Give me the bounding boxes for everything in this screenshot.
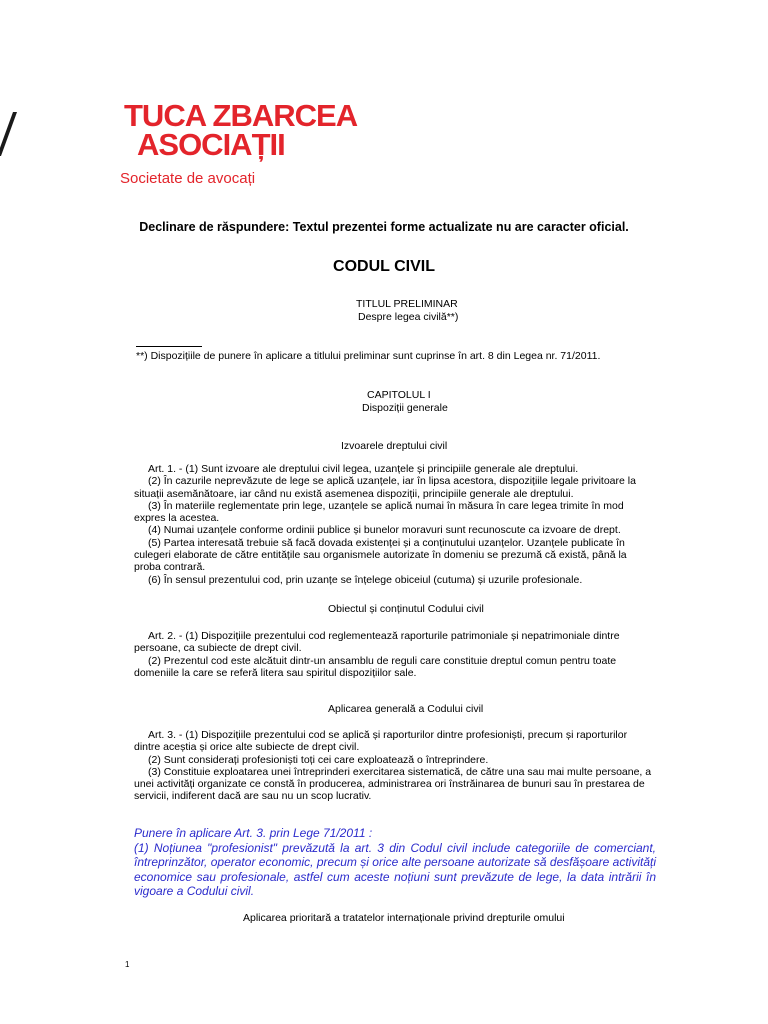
- document-title: CODUL CIVIL: [333, 258, 435, 275]
- logo-line1: TUCA ZBARCEA: [124, 98, 358, 133]
- article-line: (6) În sensul prezentului cod, prin uzanțe se înțelege obiceiul (cutuma) și uzurile profesionale.: [148, 573, 583, 586]
- article-line: (3) Constituie exploatarea unei întreprinderi exercitarea sistematică, de către una sau mai multe persoane, a unei activități organizate ce constă în producerea, administrarea ori înstrăinarea de bunuri sau în prestarea de servicii, indiferent dacă are sau nu un scop lucrativ.: [134, 765, 652, 803]
- section-heading: Obiectul și conținutul Codului civil: [328, 603, 484, 615]
- article-line: (2) În cazurile neprevăzute de lege se aplică uzanțele, iar în lipsa acestora, dispozițiile legale privitoare la situații asemănătoare, iar când nu există asemenea dispoziții, principiile generale ale dreptului.: [134, 475, 636, 500]
- note-heading: Punere în aplicare Art. 3. prin Lege 71/2011 :: [134, 826, 373, 840]
- disclaimer: Declinare de răspundere: Textul prezentei forme actualizate nu are caracter oficial.: [139, 220, 629, 234]
- article-line: (5) Partea interesată trebuie să facă dovada existenței și a conținutului uzanțelor. Uzanțele publicate în culegeri elaborate de către entitățile sau organismele autorizate în domeniu se prezumă că există, până la proba contrară.: [134, 536, 627, 574]
- capitol-name: CAPITOLUL I: [367, 389, 431, 401]
- capitol-subtitle: Dispoziții generale: [362, 402, 448, 414]
- article-line: Art. 3. - (1) Dispozițiile prezentului cod se aplică și raporturilor dintre profesioniști, precum și raporturilor dintre aceștia și orice alte subiecte de drept civil.: [134, 729, 628, 754]
- footnote: **) Dispozițiile de punere în aplicare a titlului preliminar sunt cuprinse în art. 8 din Legea nr. 71/2011.: [136, 350, 601, 362]
- next-section-heading: Aplicarea prioritară a tratatelor internaționale privind drepturile omului: [243, 912, 565, 924]
- section-heading: Izvoarele dreptului civil: [341, 440, 448, 452]
- titlul-subtitle: Despre legea civilă**): [358, 311, 459, 323]
- titlul-name: TITLUL PRELIMINAR: [356, 298, 458, 310]
- article-line: (3) În materiile reglementate prin lege, uzanțele se aplică numai în măsura în care legea trimite în mod expres la acestea.: [134, 499, 624, 525]
- section-heading: Aplicarea generală a Codului civil: [328, 703, 484, 715]
- article-line: (2) Sunt considerați profesioniști toți cei care exploatează o întreprindere.: [148, 753, 489, 766]
- article-line: Art. 1. - (1) Sunt izvoare ale dreptului civil legea, uzanțele și principiile generale ale dreptului.: [148, 463, 579, 475]
- logo-tagline: Societate de avocați: [120, 170, 256, 187]
- article-1: [134, 463, 654, 586]
- note-text: (1) Noțiunea "profesionist" prevăzută la art. 3 din Codul civil include categoriile de comerciant, întreprinzător, operator economic, precum și orice alte persoane autorizate să desfășoare activități economice sau profesionale, astfel cum aceste noțiuni sunt prevăzute de lege, la data intrării în vigoare a Codului civil.: [134, 840, 656, 898]
- article-line: (4) Numai uzanțele conforme ordinii publice și bunelor moravuri sunt recunoscute ca izvoare de drept.: [148, 524, 621, 537]
- article-2: [134, 630, 654, 679]
- footnote-divider: [136, 346, 202, 347]
- implementation-note: [134, 826, 656, 899]
- article-line: (2) Prezentul cod este alcătuit dintr-un ansamblu de reguli care constituie dreptul comun pentru toate domeniile la care se referă litera sau spiritul dispozițiilor sale.: [134, 654, 617, 679]
- logo-slash-mark: [0, 112, 17, 156]
- company-logo: [120, 98, 358, 198]
- article-line: Art. 2. - (1) Dispozițiile prezentului cod reglementează raporturile patrimoniale și nepatrimoniale dintre persoane, ca subiecte de drept civil.: [134, 630, 620, 655]
- page-number: 1: [125, 960, 130, 969]
- article-3: [134, 729, 654, 803]
- logo-line2: ASOCIAȚII: [137, 127, 285, 162]
